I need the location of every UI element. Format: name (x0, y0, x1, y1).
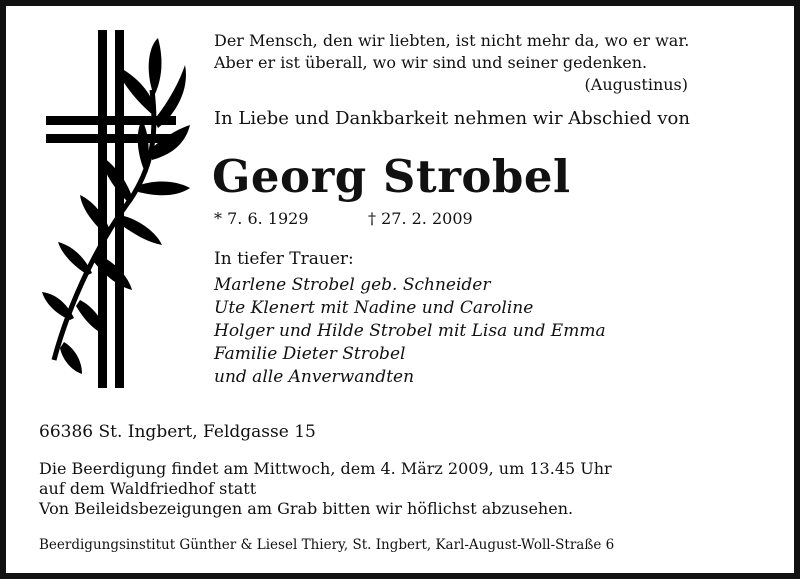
mourners-heading: In tiefer Trauer: (214, 249, 354, 269)
quote-author: (Augustinus) (584, 75, 688, 94)
quote-line-1: Der Mensch, den wir liebten, ist nicht mehr da, wo er war. (214, 31, 690, 50)
family-address: 66386 St. Ingbert, Feldgasse 15 (39, 422, 316, 442)
funeral-line-2: auf dem Waldfriedhof statt (39, 479, 257, 498)
memorial-quote (214, 30, 694, 96)
life-dates (214, 209, 473, 229)
mourners-list (214, 274, 606, 389)
funeral-line-1: Die Beerdigung findet am Mittwoch, dem 4. März 2009, um 13.45 Uhr (39, 459, 612, 478)
mourner-name: Holger und Hilde Strobel mit Lisa und Emma (214, 321, 606, 341)
mourner-name: Ute Klenert mit Nadine und Caroline (214, 298, 534, 318)
birth-date: * 7. 6. 1929 (214, 209, 309, 228)
mourner-name: Marlene Strobel geb. Schneider (214, 275, 491, 295)
funeral-home: Beerdigungsinstitut Günther & Liesel Thiery, St. Ingbert, Karl-August-Woll-Straße 6 (39, 537, 615, 553)
mourner-name: Familie Dieter Strobel (214, 344, 406, 364)
mourner-name: und alle Anverwandten (214, 367, 415, 387)
farewell-intro: In Liebe und Dankbarkeit nehmen wir Abschied von (214, 108, 690, 129)
quote-line-2: Aber er ist überall, wo wir sind und seiner gedenken. (214, 53, 648, 72)
deceased-name: Georg Strobel (212, 150, 571, 203)
funeral-line-3: Von Beileidsbezeigungen am Grab bitten wir höflichst abzusehen. (39, 499, 574, 518)
cross-with-palm-branch-icon (40, 30, 195, 390)
funeral-details (39, 459, 612, 519)
death-date: † 27. 2. 2009 (368, 209, 473, 228)
